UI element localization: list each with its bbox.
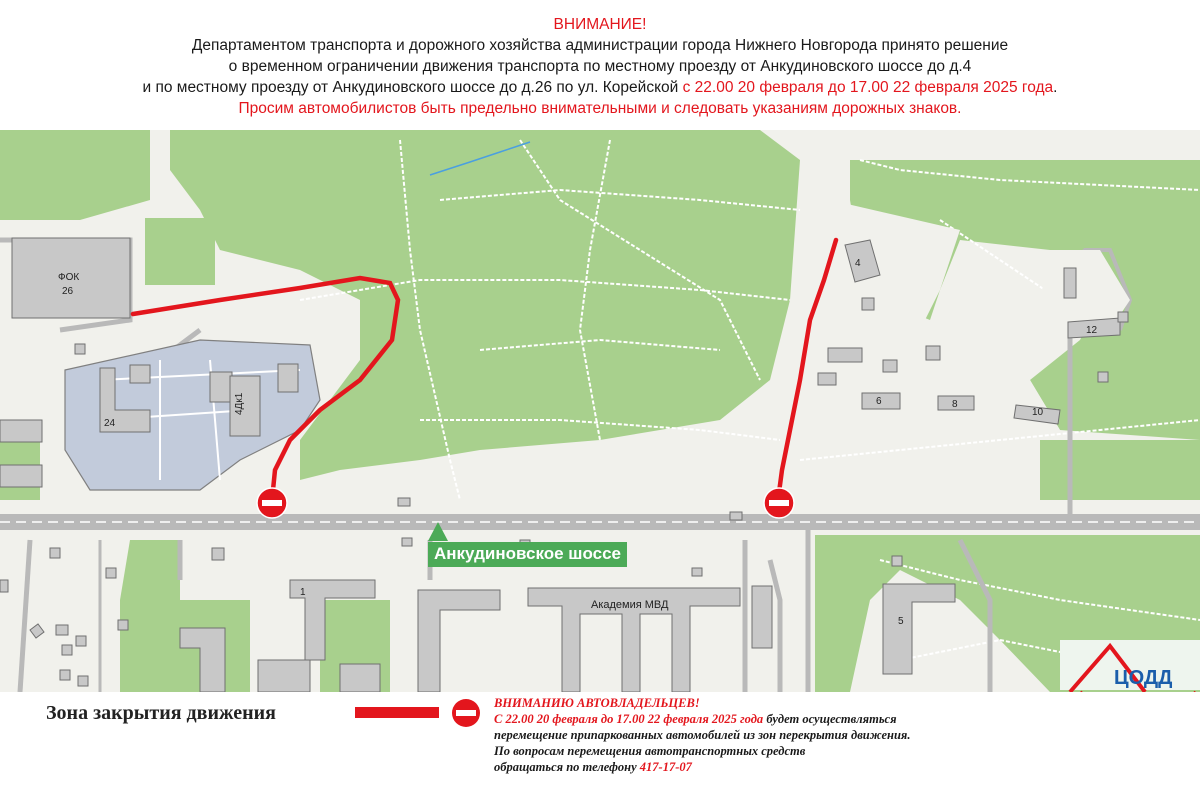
- header-line-2: о временном ограничении движения транспорта по местному проезду от Анкудиновского шоссе до д.4: [228, 58, 972, 75]
- label-12: 12: [1086, 325, 1098, 336]
- header-line-3-text: и по местному проезду от Анкудиновского шоссе до д.26 по ул. Корейской: [142, 79, 679, 96]
- header-line-3: [0, 77, 1200, 98]
- legend-label: Зона закрытия движения: [46, 702, 276, 724]
- label-fok-number: 26: [62, 286, 74, 297]
- label-10: 10: [1032, 407, 1044, 418]
- road-name-label: Анкудиновское шоссе: [428, 542, 627, 567]
- header-line-4: Просим автомобилистов быть предельно внимательными и следовать указаниям дорожных знаков.: [238, 100, 962, 117]
- header-line-1: Департаментом транспорта и дорожного хозяйства администрации города Нижнего Новгорода принято решение: [191, 37, 1009, 54]
- label-1: 1: [300, 587, 306, 598]
- label-academy: Академия МВД: [591, 599, 669, 611]
- label-4: 4: [855, 258, 861, 269]
- header: [0, 0, 1200, 130]
- road-arrow-icon: [428, 522, 448, 541]
- no-entry-icon: [451, 698, 481, 728]
- park-square: [145, 218, 215, 285]
- notice-title: ВНИМАНИЮ АВТОВЛАДЕЛЬЦЕВ!: [494, 696, 700, 710]
- legend-closure-line: [355, 707, 439, 718]
- no-entry-sign-east: [764, 488, 794, 518]
- footer: [0, 692, 1200, 803]
- label-fok: ФОК: [58, 272, 80, 283]
- notice-dates: С 22.00 20 февраля до 17.00 22 февраля 2025 года: [494, 712, 764, 726]
- logo-top-text: ЦОДД: [1114, 667, 1173, 689]
- header-title: ВНИМАНИЕ!: [553, 16, 647, 33]
- park-east-lower: [1040, 440, 1200, 500]
- label-24: 24: [104, 418, 116, 429]
- label-5: 5: [898, 616, 904, 627]
- notice-line-1-rest: будет осуществляться: [766, 712, 897, 726]
- label-4dk1: 4Дк1: [234, 392, 245, 415]
- notice: [494, 695, 910, 775]
- notice-line-1: [494, 711, 910, 727]
- header-line-3-dates: с 22.00 20 февраля до 17.00 22 февраля 2025 года: [682, 79, 1054, 96]
- notice-line-2: перемещение припаркованных автомобилей из зон перекрытия движения.: [494, 728, 911, 742]
- header-line-3-end: .: [1053, 79, 1058, 96]
- label-6: 6: [876, 396, 882, 407]
- no-entry-sign-west: [257, 488, 287, 518]
- notice-phone-label: обращаться по телефону: [494, 760, 637, 774]
- notice-line-4: [494, 759, 910, 775]
- map[interactable]: [0, 130, 1200, 692]
- notice-phone: 417-17-07: [639, 760, 692, 774]
- notice-line-3: По вопросам перемещения автотранспортных средств: [494, 744, 806, 758]
- label-8: 8: [952, 399, 958, 410]
